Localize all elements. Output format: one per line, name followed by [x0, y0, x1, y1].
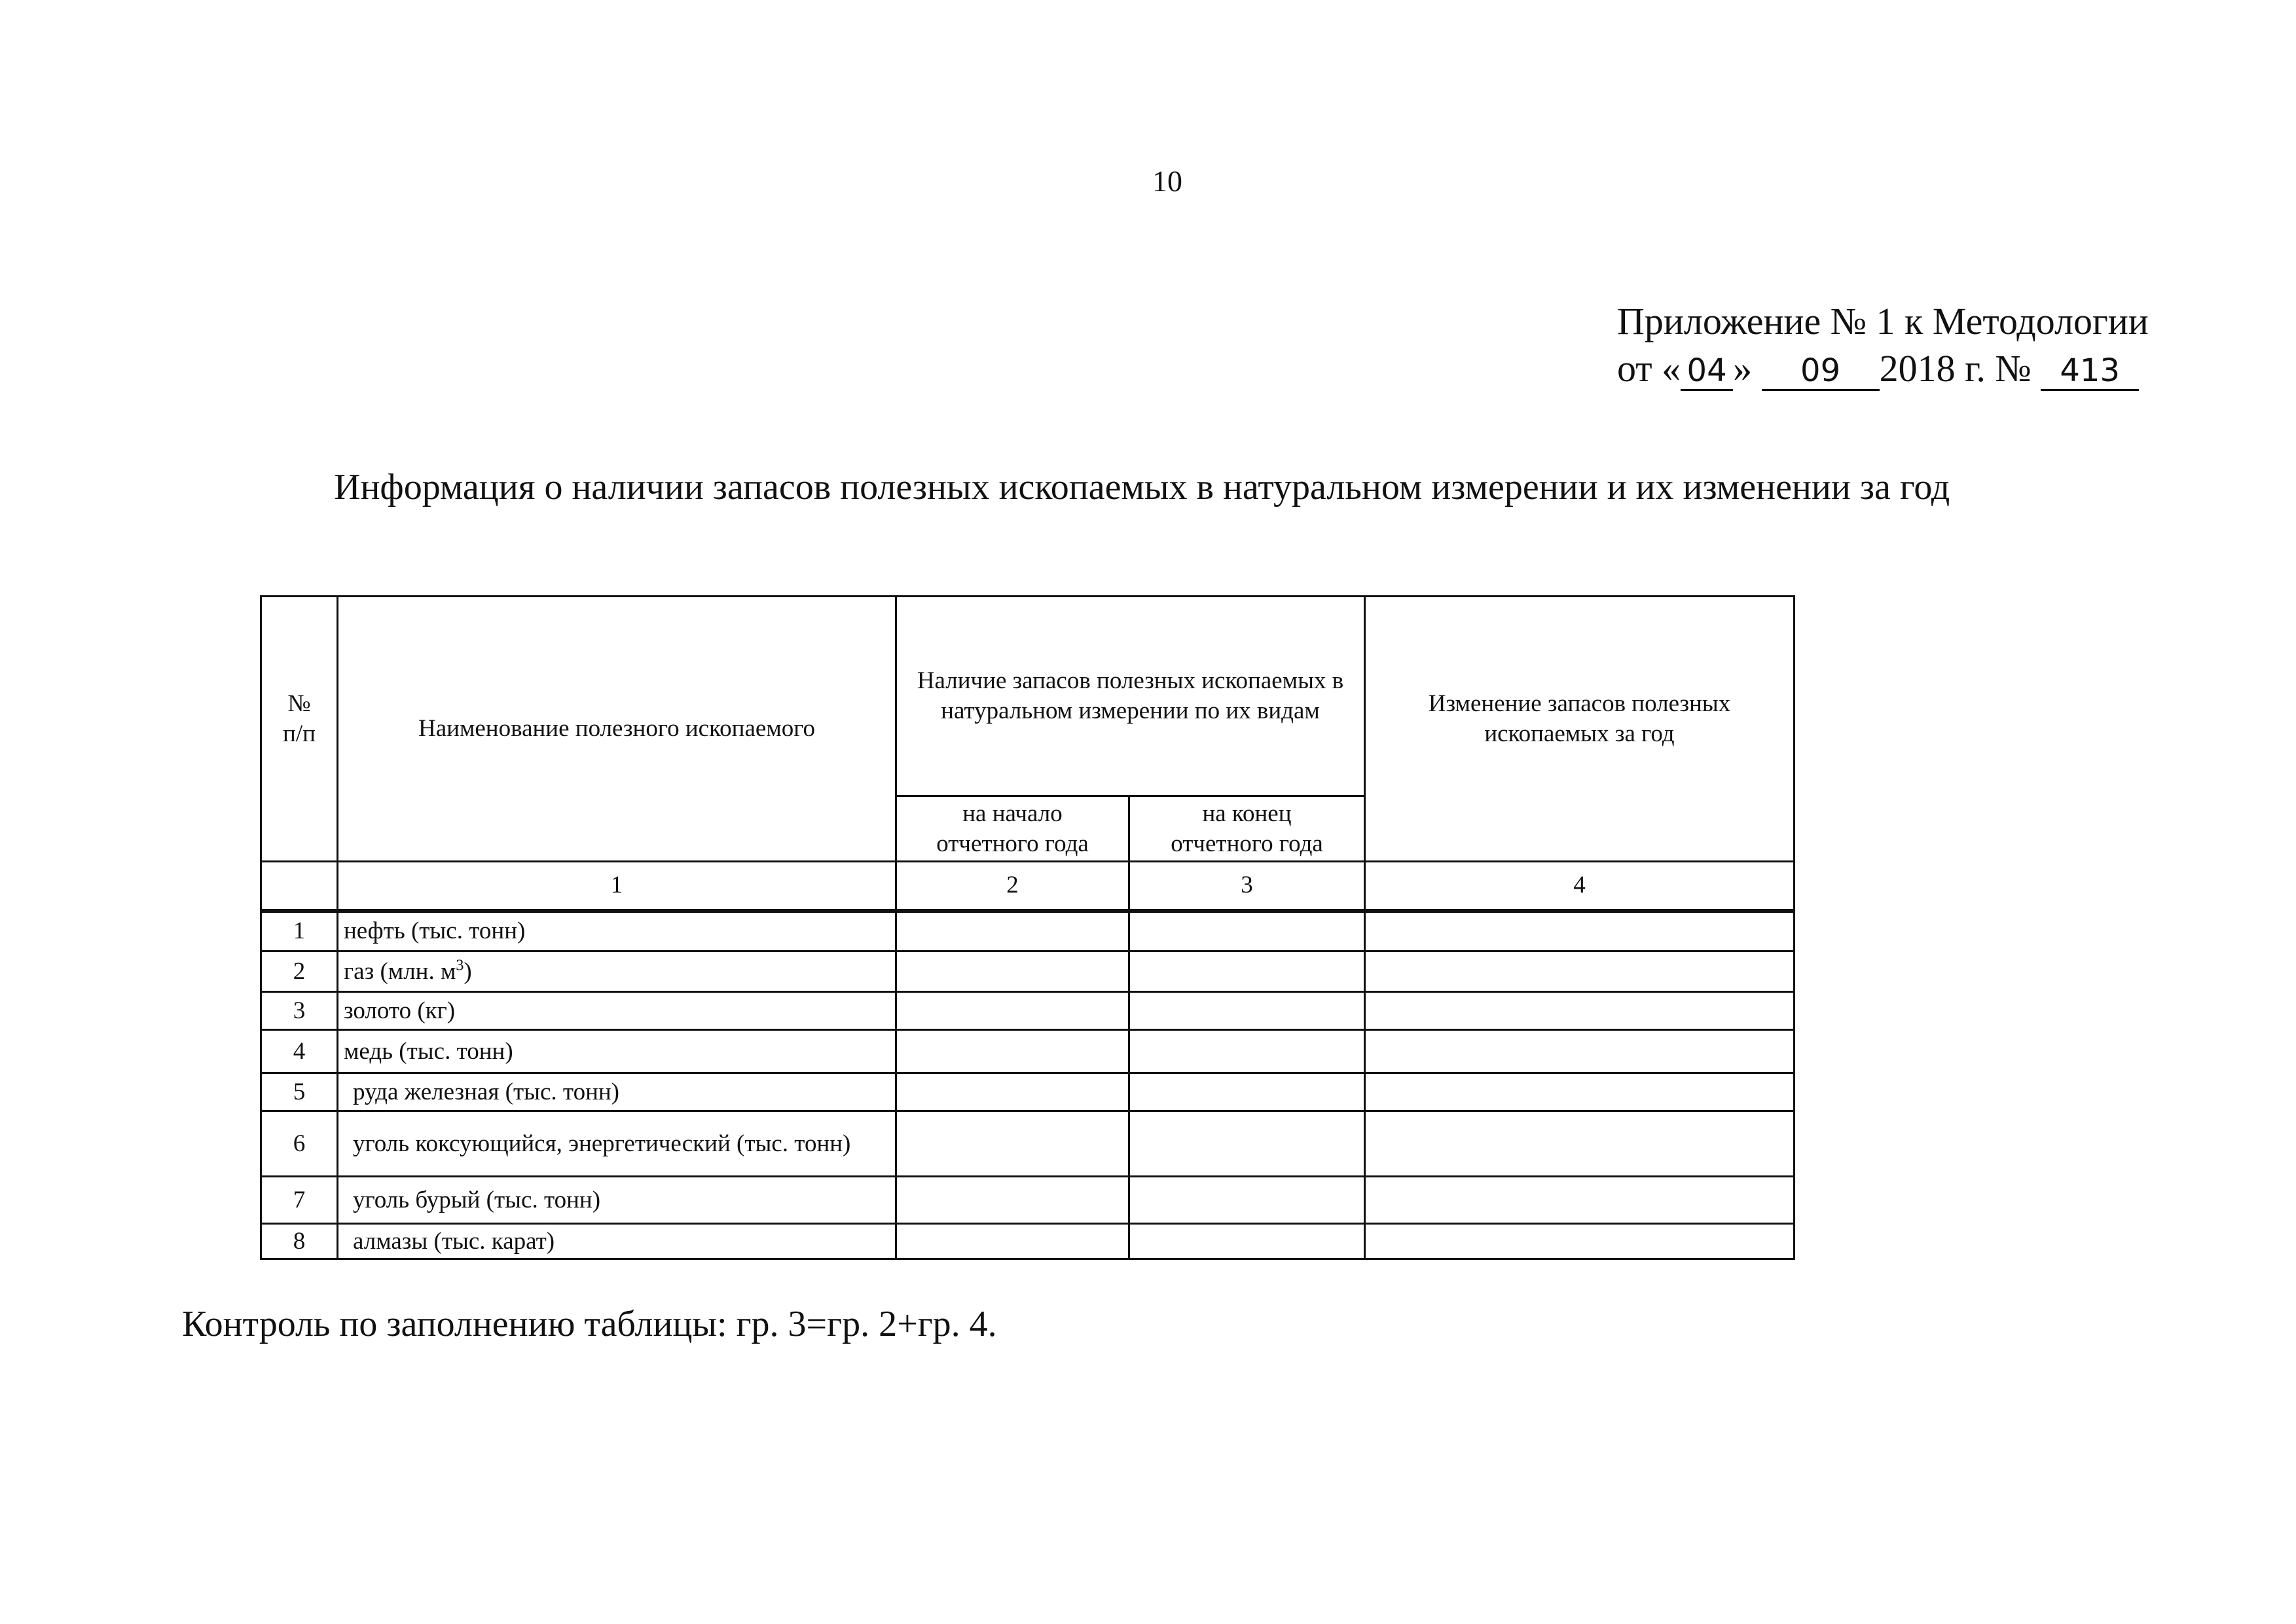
page-number: 10	[1152, 164, 1182, 198]
value-end	[1129, 992, 1365, 1030]
header-end: на конец отчетного года	[1129, 796, 1365, 862]
appendix-title: Приложение № 1 к Методологии	[1617, 300, 2149, 342]
value-end	[1129, 1177, 1365, 1224]
value-start	[896, 1030, 1129, 1073]
value-end	[1129, 1224, 1365, 1259]
value-change	[1365, 1224, 1795, 1259]
value-end	[1129, 1073, 1365, 1111]
value-change	[1365, 911, 1795, 951]
value-change	[1365, 1073, 1795, 1111]
value-end	[1129, 1111, 1365, 1177]
column-number: 1	[338, 862, 896, 911]
header-availability: Наличие запасов полезных ископаемых в натуральном измерении по их видам	[896, 597, 1365, 796]
table-row	[261, 951, 1795, 992]
value-start	[896, 951, 1129, 992]
control-note: Контроль по заполнению таблицы: гр. 3=гр. 2+гр. 4.	[182, 1304, 997, 1344]
column-numbers-row	[261, 862, 1795, 911]
table-row	[261, 1177, 1795, 1224]
table-row	[261, 1111, 1795, 1177]
header-num: № п/п	[261, 597, 338, 862]
value-change	[1365, 1177, 1795, 1224]
header-change: Изменение запасов полезных ископаемых за год	[1365, 597, 1795, 862]
table-row	[261, 1030, 1795, 1073]
value-change	[1365, 1030, 1795, 1073]
table-row	[261, 992, 1795, 1030]
header-row-top	[261, 597, 1795, 796]
table-row	[261, 911, 1795, 951]
row-number: 8	[261, 1224, 338, 1259]
value-change	[1365, 992, 1795, 1030]
mineral-name: золото (кг)	[338, 992, 896, 1030]
date-month: 09	[1762, 352, 1880, 391]
value-start	[896, 1177, 1129, 1224]
appendix-block	[1617, 298, 2149, 392]
value-end	[1129, 911, 1365, 951]
date-mid: »	[1733, 347, 1753, 390]
mineral-name: уголь коксующийся, энергетический (тыс. тонн)	[338, 1111, 896, 1177]
column-number: 4	[1365, 862, 1795, 911]
row-number: 6	[261, 1111, 338, 1177]
reserves-table	[260, 595, 1795, 1260]
date-prefix: от «	[1617, 347, 1681, 390]
mineral-name: медь (тыс. тонн)	[338, 1030, 896, 1073]
value-change	[1365, 1111, 1795, 1177]
row-number: 2	[261, 951, 338, 992]
row-number: 4	[261, 1030, 338, 1073]
column-number: 2	[896, 862, 1129, 911]
column-number	[261, 862, 338, 911]
mineral-name: уголь бурый (тыс. тонн)	[338, 1177, 896, 1224]
table-row	[261, 1073, 1795, 1111]
header-start: на начало отчетного года	[896, 796, 1129, 862]
table-row	[261, 1224, 1795, 1259]
value-start	[896, 1111, 1129, 1177]
row-number: 1	[261, 911, 338, 951]
column-number: 3	[1129, 862, 1365, 911]
row-number: 3	[261, 992, 338, 1030]
header-name: Наименование полезного ископаемого	[338, 597, 896, 862]
mineral-name: алмазы (тыс. карат)	[338, 1224, 896, 1259]
decree-number: 413	[2041, 352, 2139, 391]
appendix-date-line	[1617, 345, 2149, 392]
value-end	[1129, 1030, 1365, 1073]
value-start	[896, 1224, 1129, 1259]
mineral-name: нефть (тыс. тонн)	[338, 911, 896, 951]
date-day: 04	[1681, 352, 1733, 391]
document-title: Информация о наличии запасов полезных ископаемых в натуральном измерении и их изменении за год	[334, 467, 1950, 507]
row-number: 7	[261, 1177, 338, 1224]
value-change	[1365, 951, 1795, 992]
date-year: 2018 г. №	[1879, 347, 2032, 390]
row-number: 5	[261, 1073, 338, 1111]
value-start	[896, 1073, 1129, 1111]
mineral-name: газ (млн. $м^3$)	[338, 951, 896, 992]
value-start	[896, 911, 1129, 951]
value-end	[1129, 951, 1365, 992]
value-start	[896, 992, 1129, 1030]
mineral-name: руда железная (тыс. тонн)	[338, 1073, 896, 1111]
